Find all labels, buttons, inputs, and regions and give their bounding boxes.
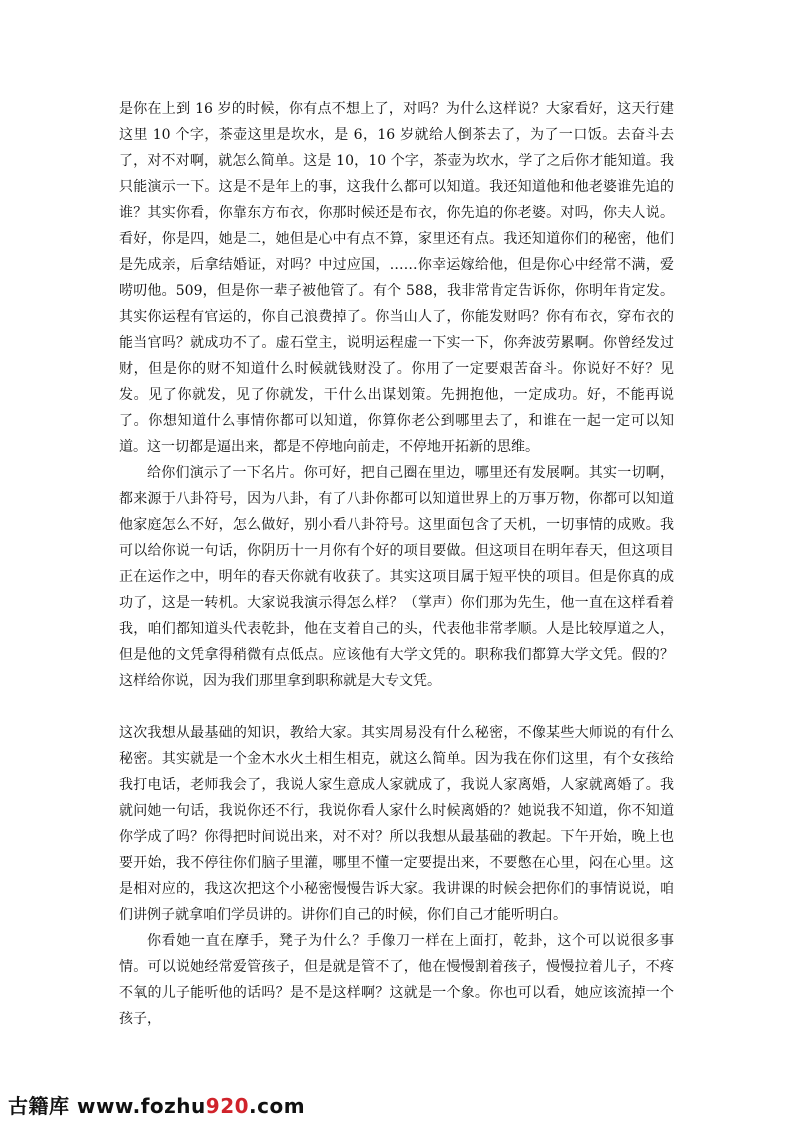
url-digits: 920 [205,1094,250,1118]
url-suffix: .com [249,1094,306,1118]
paragraph-spacer [119,694,674,720]
site-name: 古籍库 [8,1094,70,1118]
footer-watermark [8,1090,305,1119]
url-prefix: www.fozhu [76,1094,206,1118]
paragraph-2: 给你们演示了一下名片。你可好，把自己圈在里边，哪里还有发展啊。其实一切啊，都来源于八卦符号，因为八卦，有了八卦你都可以知道世界上的万事万物，你都可以知道他家庭怎么不好，怎么做好，别小看八卦符号。这里面包含了天机，一切事情的成败。我可以给你说一句话，你阴历十一月你有个好的项目要做。但这项目在明年春天，但这项目正在运作之中，明年的春天你就有收获了。其实这项目属于短平快的项目。但是你真的成功了，这是一转机。大家说我演示得怎么样？（掌声）你们那为先生，他一直在这样看着我，咱们都知道头代表乾卦，他在支着自己的头，代表他非常孝顺。人是比较厚道之人，但是他的文凭拿得稍微有点低点。应该他有大学文凭的。职称我们都算大学文凭。假的？这样给你说，因为我们那里拿到职称就是大专文凭。 [119,465,674,689]
paragraph-1: 是你在上到 16 岁的时候，你有点不想上了，对吗？为什么这样说？大家看好，这天行建这里 10 个字，茶壶这里是坎水，是 6，16 岁就给人倒茶去了，为了一口饭。去奋斗去了，对不对啊，就怎么简单。这是 10，10 个字，茶壶为坎水，学了之后你才能知道。我只能演示一下。这是不是年上的事，这我什么都可以知道。我还知道他和他老婆谁先追的谁？其实你看，你靠东方布衣，你那时候还是布衣，你先追的你老婆。对吗，你夫人说。看好，你是四，她是二，她但是心中有点不算，家里还有点。我还知道你们的秘密，他们是先成亲，后拿结婚证，对吗？中过应国，……你幸运嫁给他，但是你心中经常不满，爱唠叨他。509，但是你一辈子被他管了。有个 588，我非常肯定告诉你，你明年肯定发。其实你运程有官运的，你自己浪费掉了。你当山人了，你能发财吗？你有布衣，穿布衣的能当官吗？就成功不了。虚石堂主，说明运程虚一下实一下，你奔波劳累啊。你曾经发过财，但是你的财不知道什么时候就钱财没了。你用了一定要艰苦奋斗。你说好不好？见发。见了你就发，见了你就发，干什么出谋划策。先拥抱他，一定成功。好，不能再说了。你想知道什么事情你都可以知道，你算你老公到哪里去了，和谁在一起一定可以知道。这一切都是逼出来，都是不停地向前走，不停地开拓新的思维。 [119,101,674,455]
document-body [119,96,674,1032]
paragraph-4: 你看她一直在摩手，凳子为什么？手像刀一样在上面打，乾卦，这个可以说很多事情。可以说她经常爱管孩子，但是就是管不了，他在慢慢割着孩子，慢慢拉着儿子，不疼不氧的儿子能听他的话吗？是不是这样啊？这就是一个象。你也可以看，她应该流掉一个孩子， [119,933,674,1027]
paragraph-3: 这次我想从最基础的知识，教给大家。其实周易没有什么秘密，不像某些大师说的有什么秘密。其实就是一个金木水火土相生相克，就这么简单。因为我在你们这里，有个女孩给我打电话，老师我会了，我说人家生意成人家就成了，我说人家离婚，人家就离婚了。我就问她一句话，我说你还不行，我说你看人家什么时候离婚的？她说我不知道，你不知道你学成了吗？你得把时间说出来，对不对？所以我想从最基础的教起。下午开始，晚上也要开始，我不停往你们脑子里灌，哪里不懂一定要提出来，不要憋在心里，闷在心里。这是相对应的，我这次把这个小秘密慢慢告诉大家。我讲课的时候会把你们的事情说说，咱们讲例子就拿咱们学员讲的。讲你们自己的时候，你们自己才能听明白。 [119,725,674,923]
